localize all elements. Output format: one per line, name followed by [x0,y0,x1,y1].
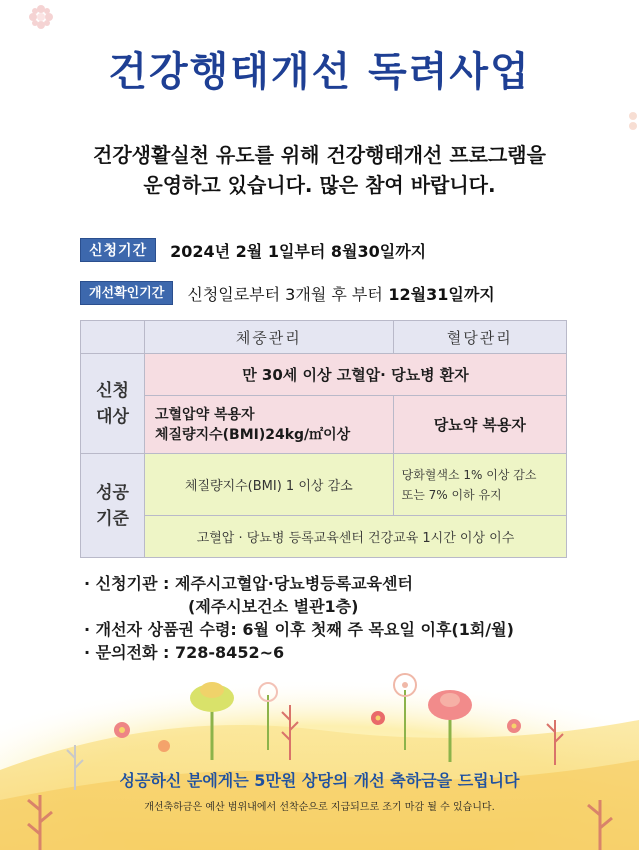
success-sugar-line: 또는 7% 이하 유지 [401,487,502,502]
column-header-weight: 체중관리 [145,321,394,354]
table-corner [81,321,145,354]
reward-headline: 성공하신 분에게는 5만원 상당의 개선 축하금을 드립니다 [119,771,520,790]
target-weight-line: 체질량지수(BMI)24kg/㎡이상 [155,426,351,443]
note-organization: · 신청기관 : 제주시고혈압·당뇨병등록교육센터 [84,574,413,593]
row-header-success [81,454,145,558]
note-organization-location: (제주시보건소 별관1층) [188,597,359,616]
note-phone: · 문의전화 : 728-8452~6 [84,643,285,662]
application-period-tag: 신청기간 [80,238,156,262]
application-period-row [80,238,426,262]
intro-line: 건강생활실천 유도를 위해 건강행태개선 프로그램을 [93,143,546,167]
improvement-period-row [80,281,495,305]
improvement-period-end: 12월31일까지 [388,284,495,304]
target-sugar: 당뇨약 복용자 [393,396,566,454]
row-header-line: 신청 [96,380,129,401]
flower-icon [114,722,130,738]
success-sugar [393,454,566,516]
row-header-target [81,354,145,454]
decorative-flower-icon [28,4,54,30]
improvement-period-start: 신청일로부터 3개월 후 부터 [187,284,383,304]
decorative-flower-icon [623,110,637,134]
target-weight-line: 고혈압약 복용자 [155,406,255,423]
intro-text [0,140,639,200]
row-header-line: 기준 [96,508,129,529]
column-header-sugar: 혈당관리 [393,321,566,354]
meadow-illustration [0,650,639,850]
flower-icon [158,740,170,752]
target-common: 만 30세 이상 고혈압· 당뇨병 환자 [145,354,567,396]
improvement-period-tag: 개선확인기간 [80,281,173,305]
note-reward: · 개선자 상품권 수령: 6월 이후 첫째 주 목요일 이후(1회/월) [84,620,514,639]
row-header-line: 성공 [96,482,129,503]
page-title: 건강행태개선 독려사업 [108,49,531,95]
row-header-line: 대상 [96,406,129,427]
flower-icon [507,719,521,733]
success-common: 고혈압 · 당뇨병 등록교육센터 건강교육 1시간 이상 이수 [145,516,567,558]
flower-icon [371,711,385,725]
improvement-period-value [187,282,494,305]
success-weight: 체질량지수(BMI) 1 이상 감소 [145,454,394,516]
application-period-value: 2024년 2월 1일부터 8월30일까지 [170,241,427,261]
criteria-table [80,320,567,558]
reward-note: 개선축하금은 예산 범위내에서 선착순으로 지급되므로 조기 마감 될 수 있습니다. [144,802,495,813]
intro-line: 운영하고 있습니다. 많은 참여 바랍니다. [143,173,496,197]
target-weight [145,396,394,454]
success-sugar-line: 당화혈색소 1% 이상 감소 [401,467,537,482]
